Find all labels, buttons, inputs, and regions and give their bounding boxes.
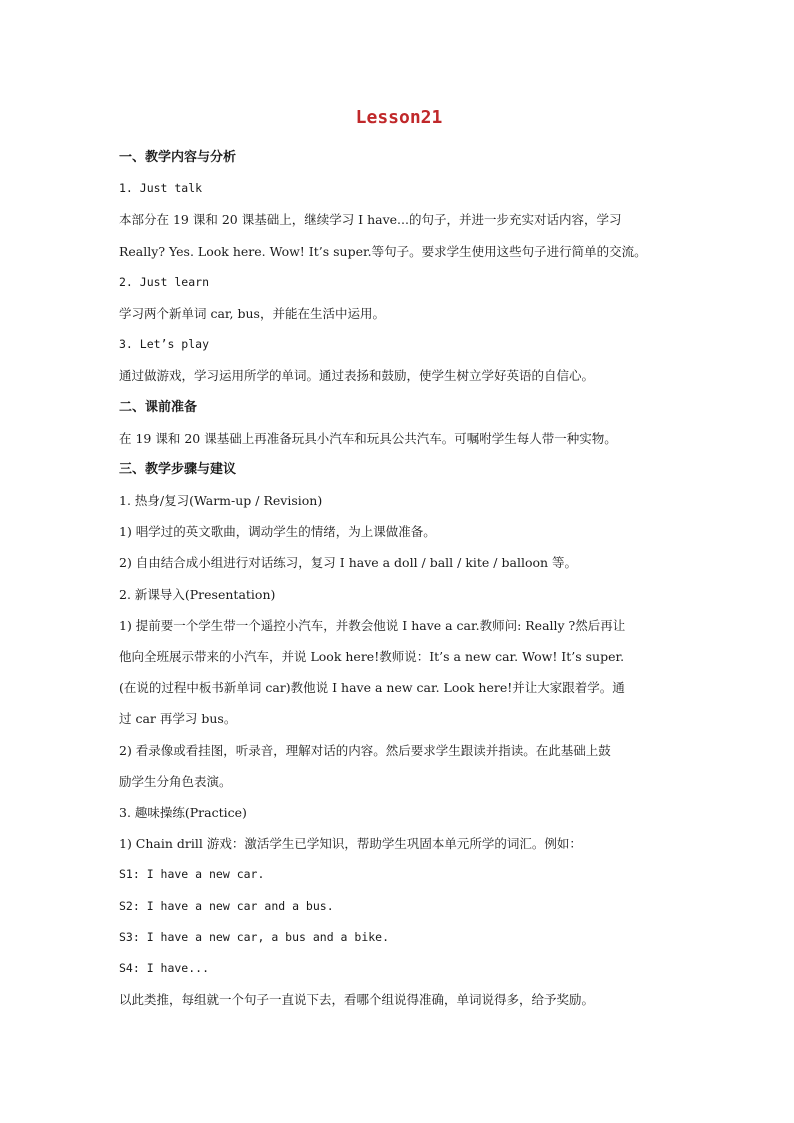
text-line: Really? Yes. Look here. Wow! It’s super.等句子。要求学生使用这些句子进行简单的交流。 [119, 243, 647, 259]
text-line: 2. 新课导入(Presentation) [119, 586, 276, 602]
text-line: 2. Just learn [119, 274, 210, 289]
section-heading: 二、课前准备 [119, 399, 198, 415]
document-page [119, 104, 679, 1015]
document-title: Lesson21 [355, 107, 443, 128]
text-line: 通过做游戏，学习运用所学的单词。通过表扬和鼓励，使学生树立学好英语的自信心。 [119, 368, 595, 384]
section-heading: 三、教学步骤与建议 [119, 461, 237, 477]
text-line: 3. 趣味操练(Practice) [119, 804, 247, 820]
text-line: 以此类推，每组就一个句子一直说下去，看哪个组说得准确，单词说得多，给予奖励。 [119, 992, 595, 1008]
text-line: 1. Just talk [119, 181, 203, 196]
text-line: 3. Let’s play [119, 337, 210, 352]
document-body [119, 142, 679, 1015]
text-line: 在 19 课和 20 课基础上再准备玩具小汽车和玩具公共汽车。可嘱咐学生每人带一种实物。 [119, 430, 617, 446]
text-line: 2) 看录像或看挂图，听录音，理解对话的内容。然后要求学生跟读并指读。在此基础上鼓 [119, 742, 611, 758]
text-line: 1) 提前要一个学生带一个遥控小汽车，并教会他说 I have a car.教师问: Really ?然后再让 [119, 617, 626, 633]
text-line: 1) Chain drill 游戏：激活学生已学知识，帮助学生巩固本单元所学的词汇。例如： [119, 836, 582, 852]
section-heading: 一、教学内容与分析 [119, 150, 237, 165]
text-line: 1. 热身/复习(Warm-up / Revision) [119, 493, 323, 509]
text-line: 过 car 再学习 bus。 [119, 711, 237, 727]
text-line: S3: I have a new car, a bus and a bike. [119, 929, 390, 944]
text-line: 2) 自由结合成小组进行对话练习，复习 I have a doll / ball / kite / balloon 等。 [119, 555, 578, 571]
text-line: 本部分在 19 课和 20 课基础上，继续学习 I have...的句子，并进一步充实对话内容，学习 [119, 212, 622, 228]
text-line: 他向全班展示带来的小汽车，并说 Look here!教师说：It’s a new car. Wow! It’s super. [119, 649, 625, 664]
text-line: S1: I have a new car. [119, 867, 265, 882]
text-line: 学习两个新单词 car, bus，并能在生活中运用。 [119, 305, 385, 321]
text-line: 励学生分角色表演。 [119, 773, 232, 789]
text-line: 1) 唱学过的英文歌曲，调动学生的情绪，为上课做准备。 [119, 524, 436, 540]
text-line: S2: I have a new car and a bus. [119, 898, 334, 913]
text-line: (在说的过程中板书新单词 car)教他说 I have a new car. Look here!并让大家跟着学。通 [119, 680, 625, 696]
text-line: S4: I have... [119, 960, 210, 975]
